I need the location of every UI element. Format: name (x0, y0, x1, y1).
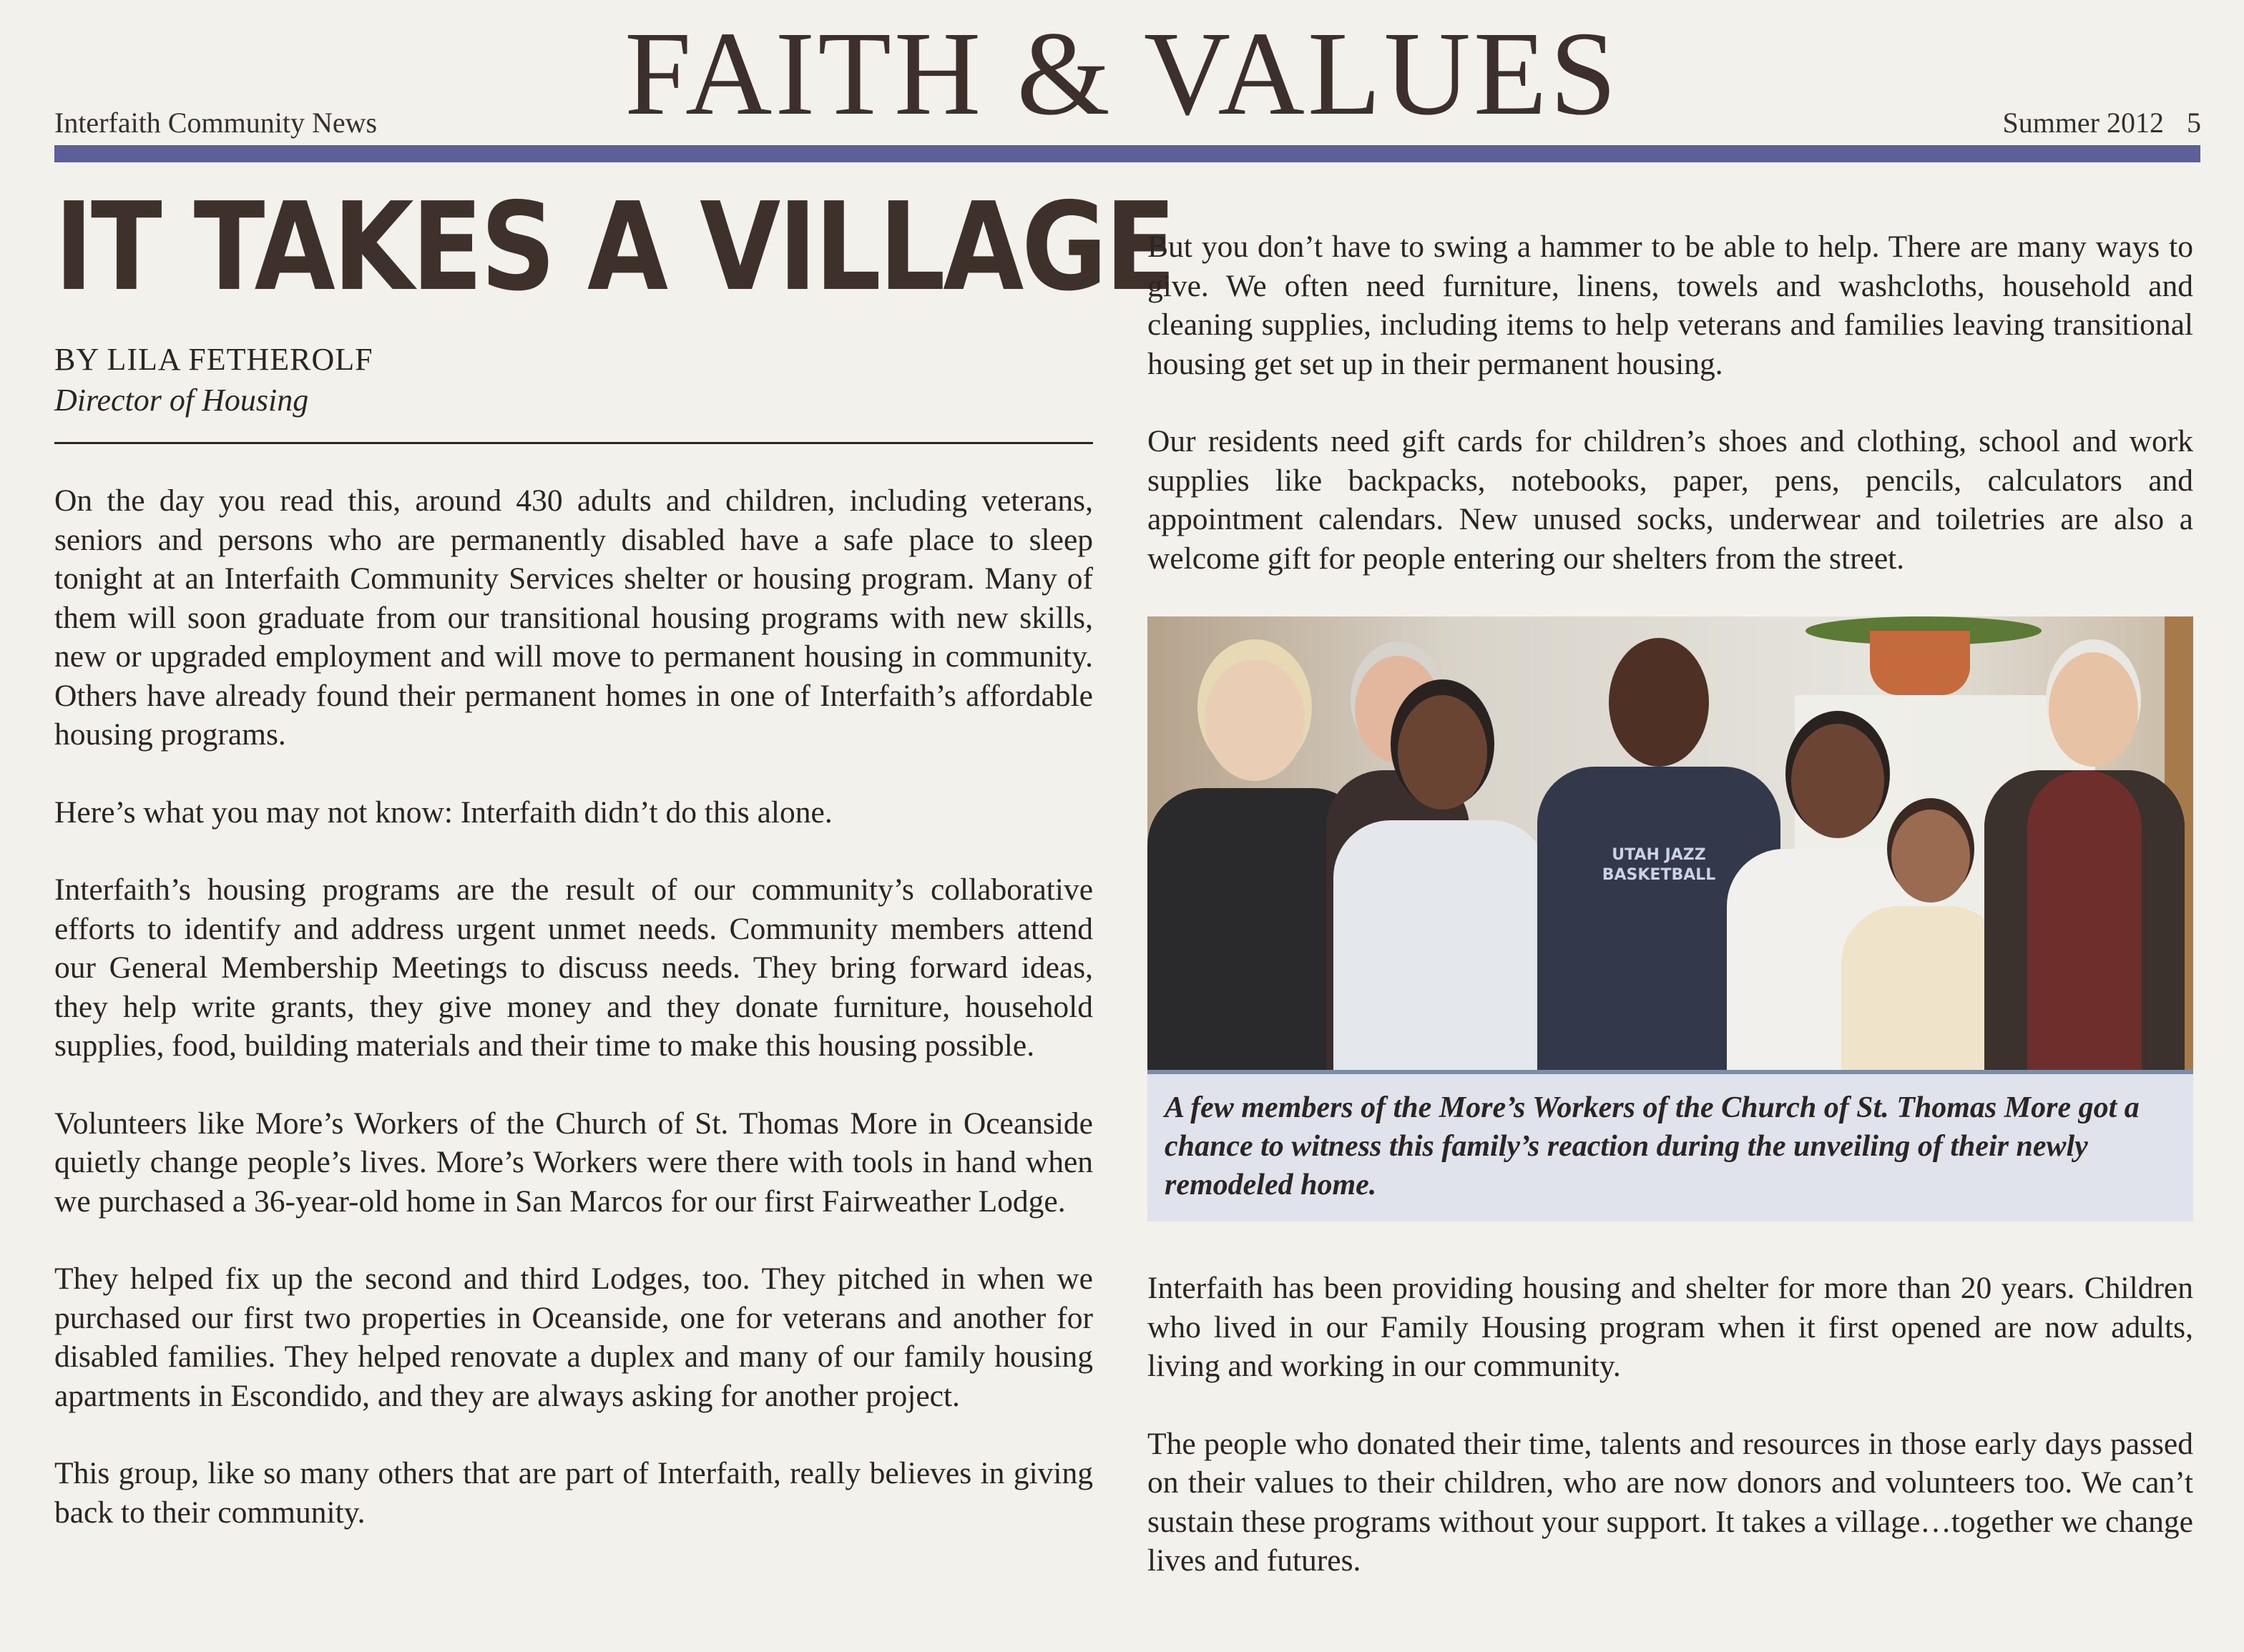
header-rule (54, 145, 2200, 162)
author-role: Director of Housing (54, 383, 309, 418)
publication-name: Interfaith Community News (54, 107, 378, 139)
page-header (0, 0, 2244, 157)
photo-caption-box (1147, 1074, 2193, 1221)
group-photo (1147, 616, 2193, 1074)
right-body-bottom (1147, 1269, 2193, 1580)
right-column (1147, 227, 2193, 1619)
byline: BY LILA FETHEROLF (54, 342, 373, 377)
paragraph: Interfaith has been providing housing and shelter for more than 20 years. Children who lived in our Family Housing program when it first opened are now adults, living and working in our community. (1147, 1271, 2193, 1383)
paragraph: Here’s what you may not know: Interfaith didn’t do this alone. (54, 795, 833, 830)
paragraph: On the day you read this, around 430 adults and children, including veterans, seniors and persons who are permanently disabled have a safe place to sleep tonight at an Interfaith Community Services shelter or housing program. Many of them will soon graduate from our transitional housing programs with new skills, new or upgraded employment and will move to permanent housing in community. Others have already found their permanent homes in one of Interfaith’s affordable housing programs. (54, 483, 1093, 752)
left-column (54, 177, 1174, 1570)
section-title: FAITH & VALUES (624, 7, 1620, 140)
paragraph: They helped fix up the second and third Lodges, too. They pitched in when we purchased our first two properties in Oceanside, one for veterans and another for disabled families. They helped renovate a duplex and many of our family housing apartments in Escondido, and they are always asking for another project. (54, 1262, 1093, 1413)
paragraph: Volunteers like More’s Workers of the Church of St. Thomas More in Oceanside quietly change people’s lives. More’s Workers were there with tools in hand when we purchased a 36-year-old home in San Marcos for our first Fairweather Lodge. (54, 1106, 1093, 1219)
paragraph: The people who donated their time, talents and resources in those early days passed on their values to their children, who are now donors and volunteers too. We can’t sustain these programs without your support. It takes a village…together we change lives and futures. (1147, 1426, 2193, 1578)
paragraph: Our residents need gift cards for children’s shoes and clothing, school and work supplies like backpacks, notebooks, paper, pens, pencils, calculators and appointment calendars. New unused socks, underwear and toiletries are also a welcome gift for people entering our shelters from the street. (1147, 424, 2193, 576)
person (1333, 695, 1548, 1074)
byline-divider (54, 442, 1093, 444)
article-headline: IT TAKES A VILLAGE (54, 177, 1174, 318)
paragraph: This group, like so many others that are part of Interfaith, really believes in giving back to their community. (54, 1456, 1093, 1530)
issue-info (2002, 106, 2201, 139)
page-number: 5 (2187, 107, 2201, 139)
right-body-top (1147, 227, 2193, 578)
paragraph: Interfaith’s housing programs are the result of our community’s collaborative efforts to identify and address urgent unmet needs. Community members attend our General Membership Meetings to discuss needs. They bring forward ideas, they help write grants, they give money and they donate furniture, household supplies, food, building materials and their time to make this housing possible. (54, 872, 1093, 1063)
shirt-text: UTAH JAZZ BASKETBALL (1602, 846, 1716, 884)
issue-date: Summer 2012 (2002, 107, 2164, 139)
person (1984, 652, 2185, 1074)
left-body (54, 481, 1093, 1532)
paragraph: But you don’t have to swing a hammer to be able to help. There are many ways to give. We often need furniture, linens, towels and washcloths, household and cleaning supplies, including items to help veterans and families leaving transitional housing get set up in their permanent housing. (1147, 230, 2193, 381)
photo-caption: A few members of the More’s Workers of the Church of St. Thomas More got a chance to witness this family’s reaction during the unveiling of their newly remodeled home. (1165, 1091, 2140, 1201)
